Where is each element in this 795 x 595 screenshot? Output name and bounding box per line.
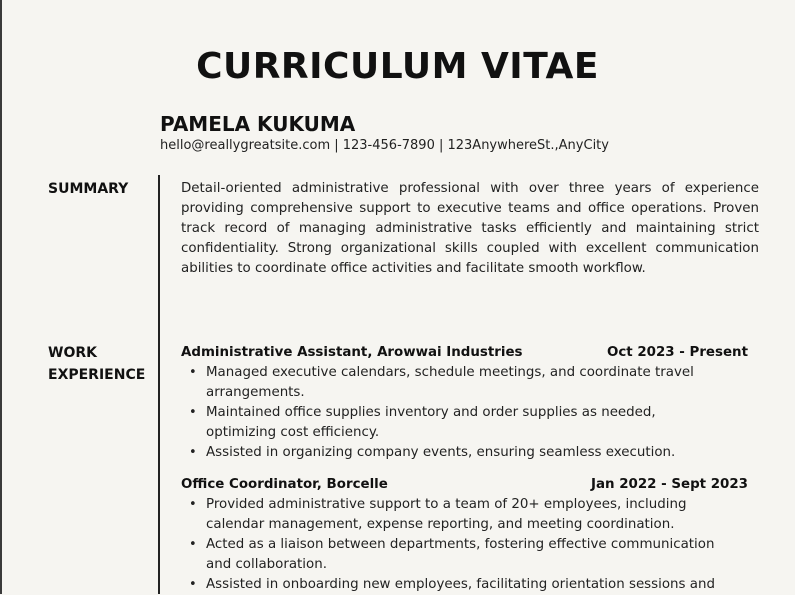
job-entry (181, 475, 748, 595)
bullet-item (189, 363, 726, 403)
job-title: Office Coordinator, Borcelle (181, 477, 388, 492)
bullet-text: Managed executive calendars, schedule meetings, and coordinate travel arrangements. (206, 365, 694, 400)
job-header (181, 343, 748, 363)
job-dates: Oct 2023 - Present (606, 345, 748, 360)
bullet-item (189, 443, 726, 463)
job-title: Administrative Assistant, Arowwai Industries (181, 345, 523, 360)
summary-heading: SUMMARY (48, 181, 129, 197)
bullet-item (189, 575, 726, 595)
bullet-item (189, 495, 726, 535)
job-bullet-list (181, 495, 748, 595)
bullet-text: Assisted in organizing company events, ensuring seamless execution. (206, 445, 676, 460)
work-heading-line-1: WORK (48, 345, 97, 361)
bullet-text: Acted as a liaison between departments, fostering effective communication and collaboration. (206, 537, 715, 572)
job-dates: Jan 2022 - Sept 2023 (590, 477, 748, 492)
bullet-icon: • (189, 405, 197, 420)
page-left-border (0, 0, 2, 594)
bullet-text: Maintained office supplies inventory and order supplies as needed, optimizing cost efficiency. (206, 405, 656, 440)
bullet-item (189, 403, 726, 443)
bullet-item (189, 535, 726, 575)
bullet-icon: • (189, 445, 197, 460)
bullet-icon: • (189, 497, 197, 512)
section-divider-line (158, 175, 160, 594)
candidate-name: PAMELA KUKUMA (160, 112, 356, 136)
bullet-icon: • (189, 577, 197, 592)
bullet-text: Assisted in onboarding new employees, facilitating orientation sessions and (206, 577, 715, 592)
work-heading-line-2: EXPERIENCE (48, 367, 146, 383)
job-entry (181, 343, 748, 463)
bullet-text: Provided administrative support to a team of 20+ employees, including calendar management, expense reporting, and meeting coordination. (206, 497, 687, 532)
document-title: CURRICULUM VITAE (196, 46, 599, 87)
bullet-icon: • (189, 537, 197, 552)
bullet-icon: • (189, 365, 197, 380)
summary-paragraph: Detail-oriented administrative professional with over three years of experience providing comprehensive support to executive teams and office operations. Proven track record of managing administrative tasks efficiently and maintaining strict confidentiality. Strong organizational skills coupled with excellent communication abilities to coordinate office activities and facilitate smooth workflow. (181, 181, 759, 276)
job-bullet-list (181, 363, 748, 463)
work-experience-heading (48, 342, 148, 386)
contact-line: hello@reallygreatsite.com | 123-456-7890 | 123AnywhereSt.,AnyCity (160, 138, 609, 153)
job-header (181, 475, 748, 495)
